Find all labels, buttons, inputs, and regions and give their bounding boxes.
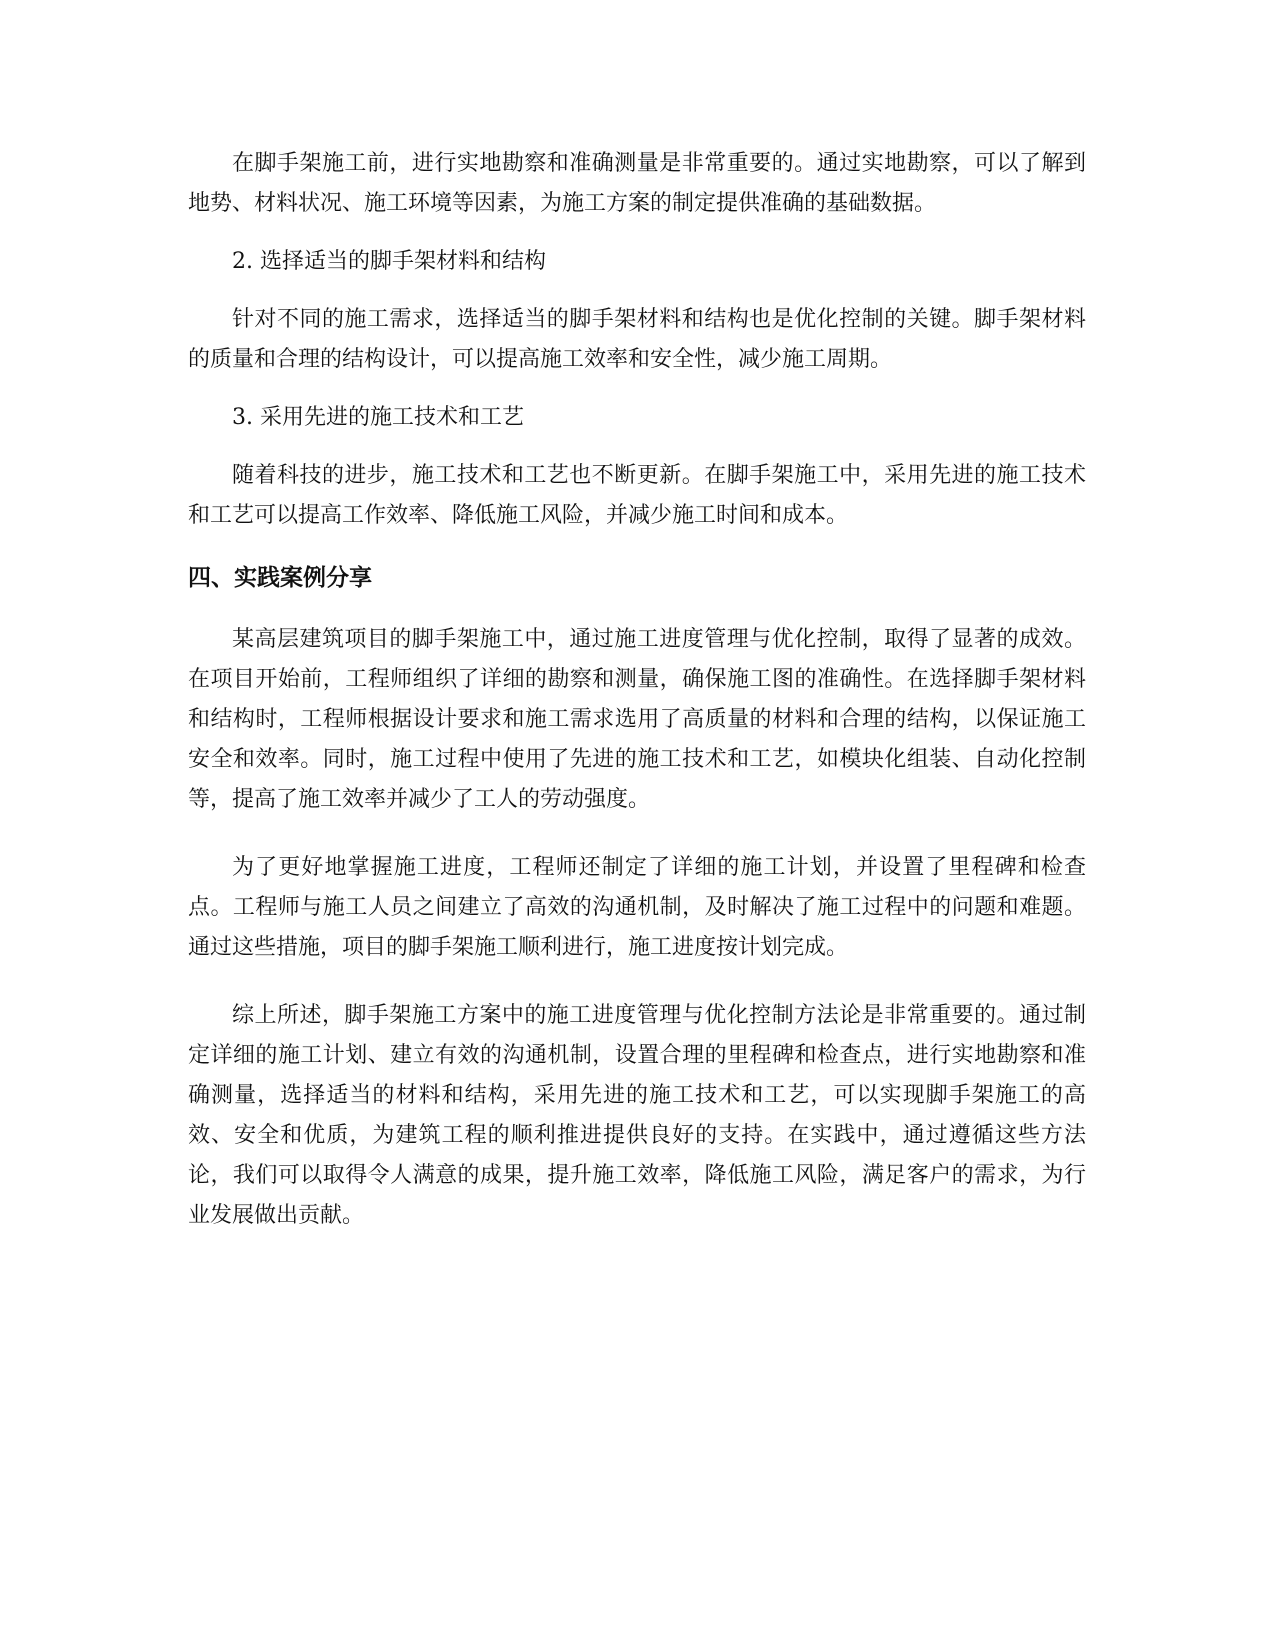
- document-page: [188, 144, 1086, 1236]
- paragraph-site-survey: 在脚手架施工前，进行实地勘察和准确测量是非常重要的。通过实地勘察，可以了解到地势、材料状况、施工环境等因素，为施工方案的制定提供准确的基础数据。: [188, 151, 1086, 216]
- paragraph-case-2: 为了更好地掌握施工进度，工程师还制定了详细的施工计划，并设置了里程碑和检查点。工程师与施工人员之间建立了高效的沟通机制，及时解决了施工过程中的问题和难题。通过这些措施，项目的脚手架施工顺利进行，施工进度按计划完成。: [188, 855, 1086, 960]
- paragraph-case-1: 某高层建筑项目的脚手架施工中，通过施工进度管理与优化控制，取得了显著的成效。在项目开始前，工程师组织了详细的勘察和测量，确保施工图的准确性。在选择脚手架材料和结构时，工程师根据设计要求和施工需求选用了高质量的材料和合理的结构，以保证施工安全和效率。同时，施工过程中使用了先进的施工技术和工艺，如模块化组装、自动化控制等，提高了施工效率并减少了工人的劳动强度。: [188, 627, 1086, 812]
- paragraph-technology: 随着科技的进步，施工技术和工艺也不断更新。在脚手架施工中，采用先进的施工技术和工艺可以提高工作效率、降低施工风险，并减少施工时间和成本。: [188, 463, 1086, 528]
- list-item-3: 3. 采用先进的施工技术和工艺: [232, 405, 524, 430]
- paragraph-material: 针对不同的施工需求，选择适当的脚手架材料和结构也是优化控制的关键。脚手架材料的质量和合理的结构设计，可以提高施工效率和安全性，减少施工周期。: [188, 307, 1086, 372]
- list-item-2: 2. 选择适当的脚手架材料和结构: [232, 249, 546, 274]
- section-heading-4: 四、实践案例分享: [188, 565, 372, 591]
- paragraph-summary: 综上所述，脚手架施工方案中的施工进度管理与优化控制方法论是非常重要的。通过制定详细的施工计划、建立有效的沟通机制，设置合理的里程碑和检查点，进行实地勘察和准确测量，选择适当的材料和结构，采用先进的施工技术和工艺，可以实现脚手架施工的高效、安全和优质，为建筑工程的顺利推进提供良好的支持。在实践中，通过遵循这些方法论，我们可以取得令人满意的成果，提升施工效率，降低施工风险，满足客户的需求，为行业发展做出贡献。: [188, 1003, 1086, 1228]
